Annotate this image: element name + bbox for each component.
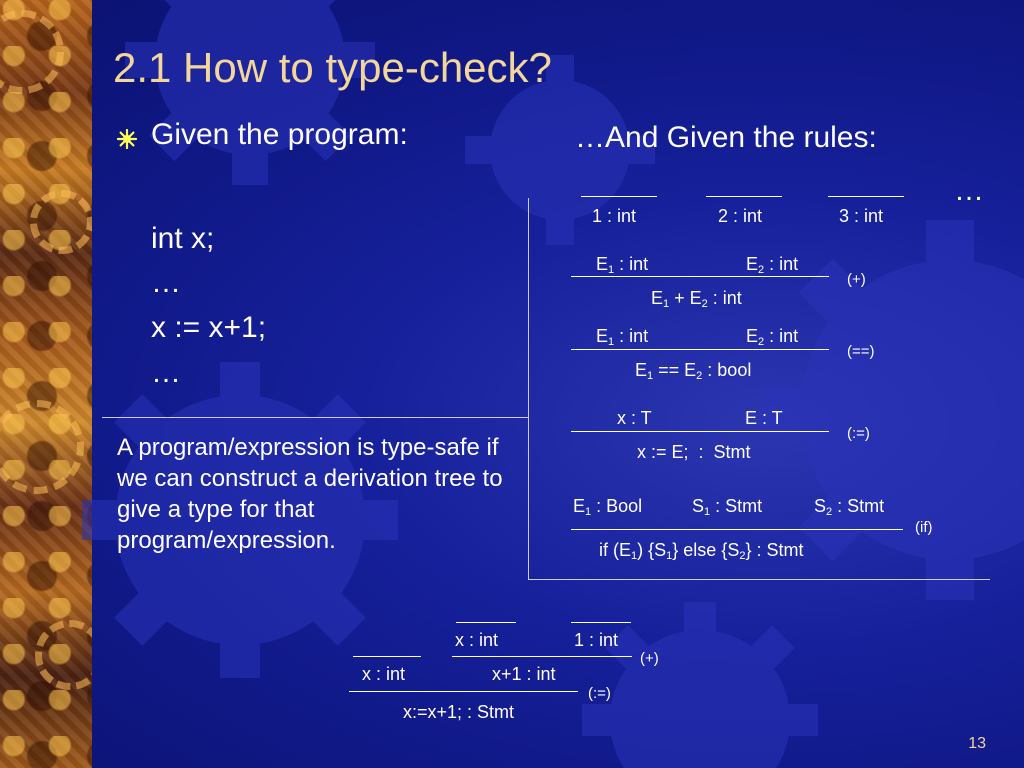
inference-bar: [571, 431, 829, 432]
derivation-inference-bar: [349, 691, 578, 692]
rule-premise: x : T: [617, 408, 652, 428]
derivation-conclusion: x:=x+1; : Stmt: [403, 702, 515, 722]
rule-premise: $E_1$ : int: [596, 326, 649, 348]
gear-icon: [582, 602, 818, 768]
right-heading: …And Given the rules:: [575, 121, 877, 154]
derivation-node: x+1 : int: [492, 664, 556, 684]
rule-premise: $E_1$ : Bool: [573, 496, 643, 518]
right-ellipsis: …: [954, 174, 984, 207]
rule-label: (:=): [847, 425, 870, 442]
inference-bar: [571, 349, 829, 350]
definition-paragraph: A program/expression is type-safe if we can construct a derivation tree to give a type for that program/expression.: [117, 434, 503, 554]
rule-premise: $E_1$ : int: [596, 254, 649, 276]
axiom: 1 : int: [592, 206, 637, 226]
derivation-rule-label: (+): [640, 650, 659, 667]
rule-premise: $E_2$ : int: [746, 254, 799, 276]
divider-horizontal: [102, 417, 529, 418]
rule-premise: $S_1$ : Stmt: [692, 496, 763, 518]
derivation-node: x : int: [455, 630, 499, 650]
axiom: 2 : int: [718, 206, 763, 226]
rule-label: (==): [847, 343, 875, 360]
sun-bullet-icon: [117, 129, 137, 149]
rule-conclusion: $E_1 + E_2$ : int: [651, 288, 742, 310]
derivation-inference-bar: [452, 656, 632, 657]
inference-bar: [571, 529, 903, 530]
rule-premise: E : T: [745, 408, 783, 428]
page-number: 13: [968, 735, 986, 752]
rule-premise: $S_2$ : Stmt: [814, 496, 885, 518]
left-heading: Given the program:: [151, 118, 408, 151]
axiom-bar: [828, 196, 904, 197]
axiom: 3 : int: [839, 206, 884, 226]
axiom-bar: [581, 196, 657, 197]
rule-label: (+): [847, 271, 866, 288]
program-line: …: [151, 266, 181, 299]
rule-conclusion: $E_1 == E_2$ : bool: [635, 360, 752, 382]
program-line: …: [151, 356, 181, 389]
axiom-bar: [706, 196, 782, 197]
inference-bar: [571, 276, 829, 277]
gear-icon: [125, 0, 375, 185]
slide-title: 2.1 How to type-check?: [113, 44, 552, 91]
derivation-node: x : int: [362, 664, 406, 684]
derivation-node: 1 : int: [574, 630, 619, 650]
derivation-axiom-bar: [353, 656, 421, 657]
rule-conclusion: x := E; : Stmt: [637, 442, 751, 462]
program-line: int x;: [151, 222, 215, 255]
program-line: x := x+1;: [151, 311, 267, 344]
derivation-axiom-bar: [571, 622, 631, 623]
divider-horizontal: [528, 579, 990, 580]
rule-label: (if): [915, 519, 933, 536]
rule-premise: $E_2$ : int: [746, 326, 799, 348]
derivation-axiom-bar: [456, 622, 516, 623]
rule-conclusion: if $(E_1)$ $\{S_1\}$ else $\{S_2\}$ : Stmt: [599, 540, 804, 562]
derivation-rule-label: (:=): [588, 685, 611, 702]
